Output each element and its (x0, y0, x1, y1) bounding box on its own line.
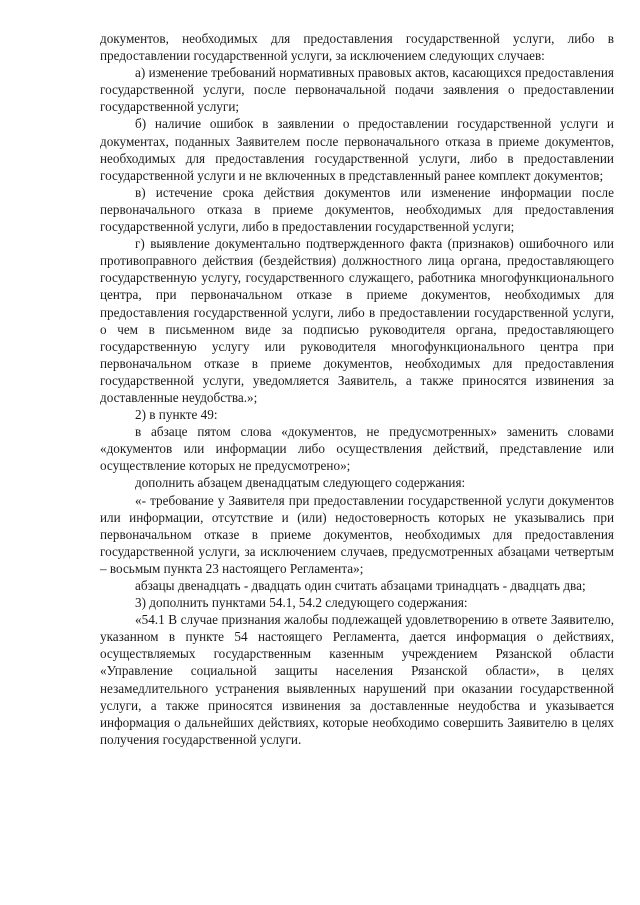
document-body (100, 30, 614, 748)
paragraph-renumber: абзацы двенадцать - двадцать один считать абзацами тринадцать - двадцать два; (135, 578, 586, 593)
paragraph-item-b: б) наличие ошибок в заявлении о предоставлении государственной услуги и документах, поданных Заявителем после первоначального отказа в приеме документов, необходимых для предоставления государственной услуги, либо в предоставлении государственной услуги и не включенных в представленный ранее комплект документов; (100, 116, 614, 183)
paragraph-point-3: 3) дополнить пунктами 54.1, 54.2 следующего содержания: (135, 595, 468, 611)
paragraph-point-2: 2) в пункте 49: (135, 407, 218, 423)
paragraph-add-twelfth: дополнить абзацем двенадцатым следующего содержания: (135, 475, 466, 491)
paragraph-requirement: «- требование у Заявителя при предоставлении государственной услуги документов или информации, отсутствие и (или) недостоверность которых не указывались при первоначальном отказе в приеме документов, необходимых для предоставления государственной услуги, за исключением случаев, предусмотренных абзацами четвертым – восьмым пункта 23 настоящего Регламента»; (100, 492, 614, 576)
paragraph-continuation: документов, необходимых для предоставления государственной услуги, либо в предоставлении государственной услуги, за исключением следующих случаев: (100, 31, 614, 64)
paragraph-item-a: а) изменение требований нормативных правовых актов, касающихся предоставления государственной услуги, после первоначальной подачи заявления о предоставлении государственной услуги; (100, 65, 614, 115)
paragraph-54-1: «54.1 В случае признания жалобы подлежащей удовлетворению в ответе Заявителю, указанном в пункте 54 настоящего Регламента, дается информация о действиях, осуществляемых государственным казенным учреждением Рязанской области «Управление социальной защиты населения Рязанской области», в целях незамедлительного устранения выявленных нарушений при оказании государственной услуги, а также приносятся извинения за доставленные неудобства и указывается информация о дальнейших действиях, которые необходимо совершить Заявителю в целях получения государственной услуги. (100, 612, 614, 747)
paragraph-item-g: г) выявление документально подтвержденного факта (признаков) ошибочного или противоправного действия (бездействия) должностного лица органа, предоставляющего государственную услугу, государственного служащего, работника многофункционального центра, при первоначальном отказе в приеме документов, необходимых для предоставления государственной услуги, либо в предоставлении государственной услуги, о чем в письменном виде за подписью руководителя органа, предоставляющего государственную услугу или руководителя многофункционального центра при первоначальном отказе в приеме документов, необходимых для предоставления государственной услуги, уведомляется Заявитель, а также приносятся извинения за доставленные неудобства.»; (100, 236, 614, 405)
paragraph-item-v: в) истечение срока действия документов или изменение информации после первоначального отказа в приеме документов, необходимых для предоставления государственной услуги, либо в предоставлении государственной услуги; (100, 184, 614, 235)
paragraph-replace-words: в абзаце пятом слова «документов, не предусмотренных» заменить словами «документов или информации либо осуществления действий, представление или осуществление которых не предусмотрено»; (100, 424, 614, 474)
